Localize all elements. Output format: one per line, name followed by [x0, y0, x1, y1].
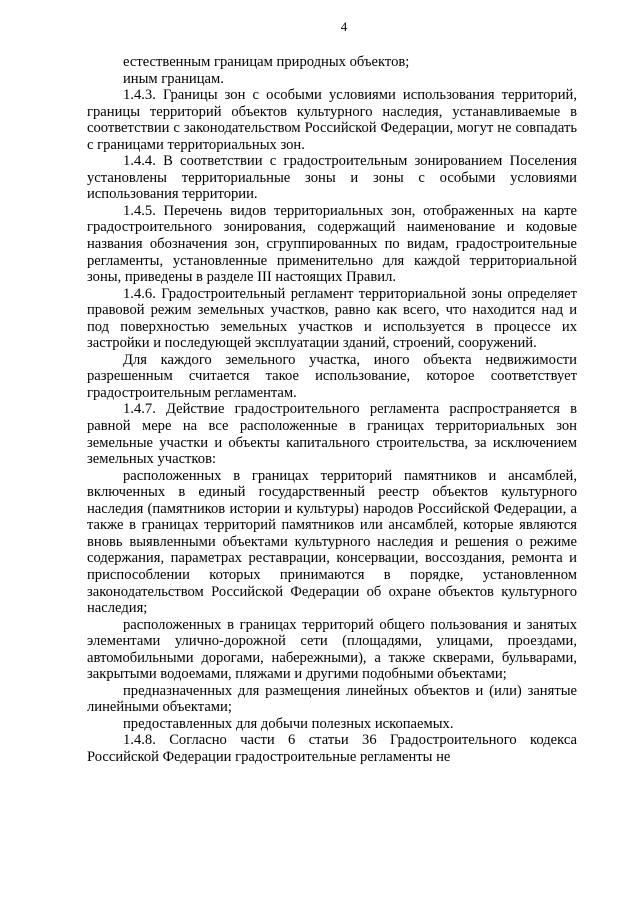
document-body	[87, 54, 577, 766]
paragraph: иным границам.	[123, 70, 224, 87]
paragraph: 1.4.8. Согласно части 6 статьи 36 Градостроительного кодекса Российской Федерации градостроительные регламенты не	[87, 732, 577, 765]
paragraph: предоставленных для добычи полезных ископаемых.	[123, 715, 454, 732]
paragraph: Для каждого земельного участка, иного объекта недвижимости разрешенным считается такое использование, которое соответствует градостроительным регламентам.	[87, 351, 577, 401]
paragraph: расположенных в границах территорий памятников и ансамблей, включенных в единый государственный реестр объектов культурного наследия (памятников истории и культуры) народов Российской Федерации, а также в границах территорий памятников или ансамблей, которые являются вновь выявленными объектами культурного наследия и решения о режиме содержания, параметрах реставрации, консервации, воссоздания, ремонта и приспособлении которых принимаются в порядке, установленном законодательством Российской Федерации об охране объектов культурного наследия;	[87, 467, 577, 617]
page-number: 4	[340, 19, 348, 34]
paragraph: расположенных в границах территорий общего пользования и занятых элементами улично-дорожной сети (площадями, улицами, проездами, автомобильными дорогами, набережными), а также скверами, бульварами, закрытыми водоемами, пляжами и другими подобными объектами;	[87, 616, 577, 683]
paragraph: 1.4.6. Градостроительный регламент территориальной зоны определяет правовой режим земельных участков, равно как всего, что находится над и под поверхностью земельных участков и используется в процессе их застройки и последующей эксплуатации зданий, строений, сооружений.	[87, 285, 577, 352]
paragraph: 1.4.5. Перечень видов территориальных зон, отображенных на карте градостроительного зонирования, содержащий наименование и кодовые названия обозначения зон, сгруппированных по видам, градостроительные регламенты, установленные применительно для каждой территориальной зоны, приведены в разделе III настоящих Правил.	[87, 202, 577, 286]
paragraph: естественным границам природных объектов;	[123, 54, 410, 70]
paragraph: предназначенных для размещения линейных объектов и (или) занятые линейными объектами;	[87, 682, 577, 716]
paragraph: 1.4.4. В соответствии с градостроительным зонированием Поселения установлены территориальные зоны и зоны с особыми условиями использования территории.	[87, 153, 577, 203]
paragraph: 1.4.7. Действие градостроительного регламента распространяется в равной мере на все расположенные в границах территориальных зон земельные участки и объекты капитального строительства, за исключением земельных участков:	[87, 401, 577, 468]
paragraph: 1.4.3. Границы зон с особыми условиями использования территорий, границы территорий объектов культурного наследия, устанавливаемые в соответствии с законодательством Российской Федерации, могут не совпадать с границами территориальных зон.	[87, 87, 577, 153]
